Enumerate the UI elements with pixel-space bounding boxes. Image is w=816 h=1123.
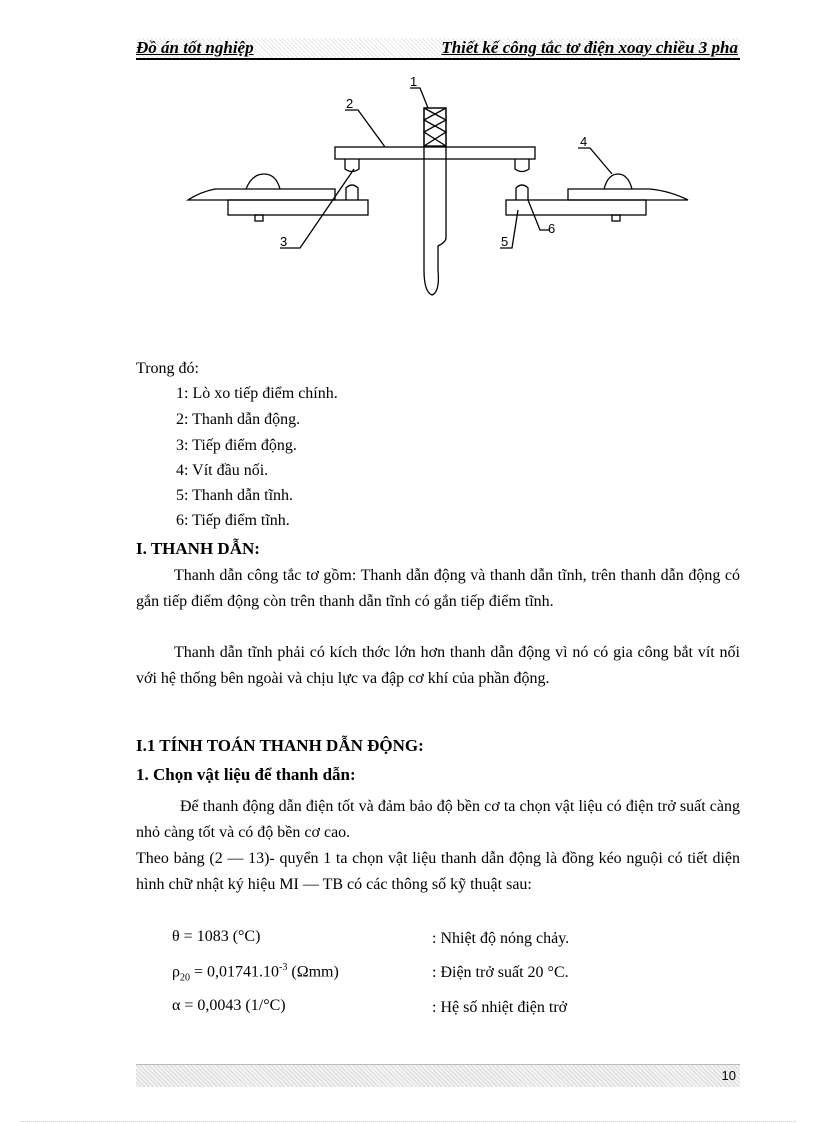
fig-label-4: 4 <box>580 134 588 149</box>
subheading-1: 1. Chọn vật liệu để thanh dẫn: <box>136 765 356 784</box>
param-symbol: α <box>172 997 181 1014</box>
fig-label-5: 5 <box>501 234 509 249</box>
left-static-bar <box>228 200 368 215</box>
paragraph-1: Thanh dẫn công tắc tơ gồm: Thanh dẫn động và thanh dẫn tĩnh, trên thanh dẫn động có gắn tiếp điểm động còn trên thanh dẫn tĩnh có gắn tiếp điểm tĩnh. <box>136 567 740 610</box>
left-bolt <box>255 215 263 221</box>
leader-2 <box>345 110 385 147</box>
param-theta-desc: : Nhiệt độ nóng chảy. <box>432 930 570 947</box>
leader-1 <box>410 88 428 108</box>
legend-item: 5: Thanh dẫn tĩnh. <box>176 487 294 504</box>
param-rho <box>172 962 339 984</box>
param-alpha <box>172 997 286 1015</box>
param-symbol: ρ <box>172 963 180 981</box>
param-exponent: -3 <box>279 962 288 973</box>
right-bolt <box>612 215 620 221</box>
header-right: Thiết kế công tắc tơ điện xoay chiều 3 pha <box>441 38 738 57</box>
param-rho-desc: : Điện trở suất 20 °C. <box>432 964 569 981</box>
paragraph-3: Để thanh động dẫn điện tốt và đảm bảo độ bền cơ ta chọn vật liệu có điện trở suất càng nhỏ càng tốt và có độ bền cơ cao. <box>136 798 740 841</box>
moving-contact-left <box>345 159 359 172</box>
param-unit: (Ωmm) <box>287 963 339 981</box>
fig-label-3: 3 <box>280 234 288 249</box>
section-number: I. <box>136 539 147 558</box>
leader-4 <box>578 148 612 174</box>
fig-label-1: 1 <box>410 74 418 89</box>
fig-label-2: 2 <box>346 96 354 111</box>
param-value: = 0,0043 (1/°C) <box>180 997 286 1014</box>
legend-item: 1: Lò xo tiếp điểm chính. <box>176 385 338 402</box>
leader-3 <box>280 169 354 248</box>
legend-item: 4: Vít đầu nối. <box>176 462 269 479</box>
right-static-bar <box>506 200 646 215</box>
section-heading-1-1: I.1 TÍNH TOÁN THANH DẪN ĐỘNG: <box>136 736 424 755</box>
header-left: Đồ án tốt nghiệp <box>136 38 254 57</box>
moving-contact-right <box>515 159 529 172</box>
contactor-diagram <box>0 70 816 310</box>
legend-item: 2: Thanh dẫn động. <box>176 411 301 428</box>
legend-intro: Trong đó: <box>136 360 199 377</box>
paragraph-4: Theo bảng (2 — 13)- quyển 1 ta chọn vật liệu thanh dẫn động là đồng kéo nguội có tiết diện hình chữ nhật ký hiệu MI — TB có các thông số kỹ thuật sau: <box>136 850 740 893</box>
spring-hatch <box>424 108 446 146</box>
moving-bar <box>335 147 535 159</box>
rod <box>424 108 446 295</box>
param-symbol: θ <box>172 928 180 945</box>
page-edge <box>20 1121 796 1122</box>
section-title: THANH DẪN: <box>150 539 260 558</box>
legend-item: 3: Tiếp điểm động. <box>176 437 297 454</box>
page-footer <box>136 1064 740 1087</box>
param-subscript: 20 <box>179 972 190 984</box>
right-screw <box>604 174 632 189</box>
left-screw <box>246 174 280 189</box>
param-theta <box>172 928 260 946</box>
section-heading-1 <box>136 539 260 559</box>
left-terminal <box>188 189 335 200</box>
left-static-contact <box>346 185 358 200</box>
fig-label-6: 6 <box>548 221 556 236</box>
right-static-contact <box>516 185 528 200</box>
page-header <box>136 38 740 60</box>
paragraph-2: Thanh dẫn tĩnh phải có kích thớc lớn hơn thanh dẫn động vì nó có gia công bắt vít nối với hệ thống bên ngoài và chịu lực va đập cơ khí của phần động. <box>136 644 740 687</box>
param-value: = 0,01741.10 <box>189 963 280 981</box>
legend-item: 6: Tiếp điểm tĩnh. <box>176 512 290 529</box>
param-alpha-desc: : Hệ số nhiệt điện trở <box>432 999 568 1016</box>
right-terminal <box>568 189 688 200</box>
param-value: = 1083 (°C) <box>179 928 261 945</box>
page-number: 10 <box>721 1068 736 1083</box>
